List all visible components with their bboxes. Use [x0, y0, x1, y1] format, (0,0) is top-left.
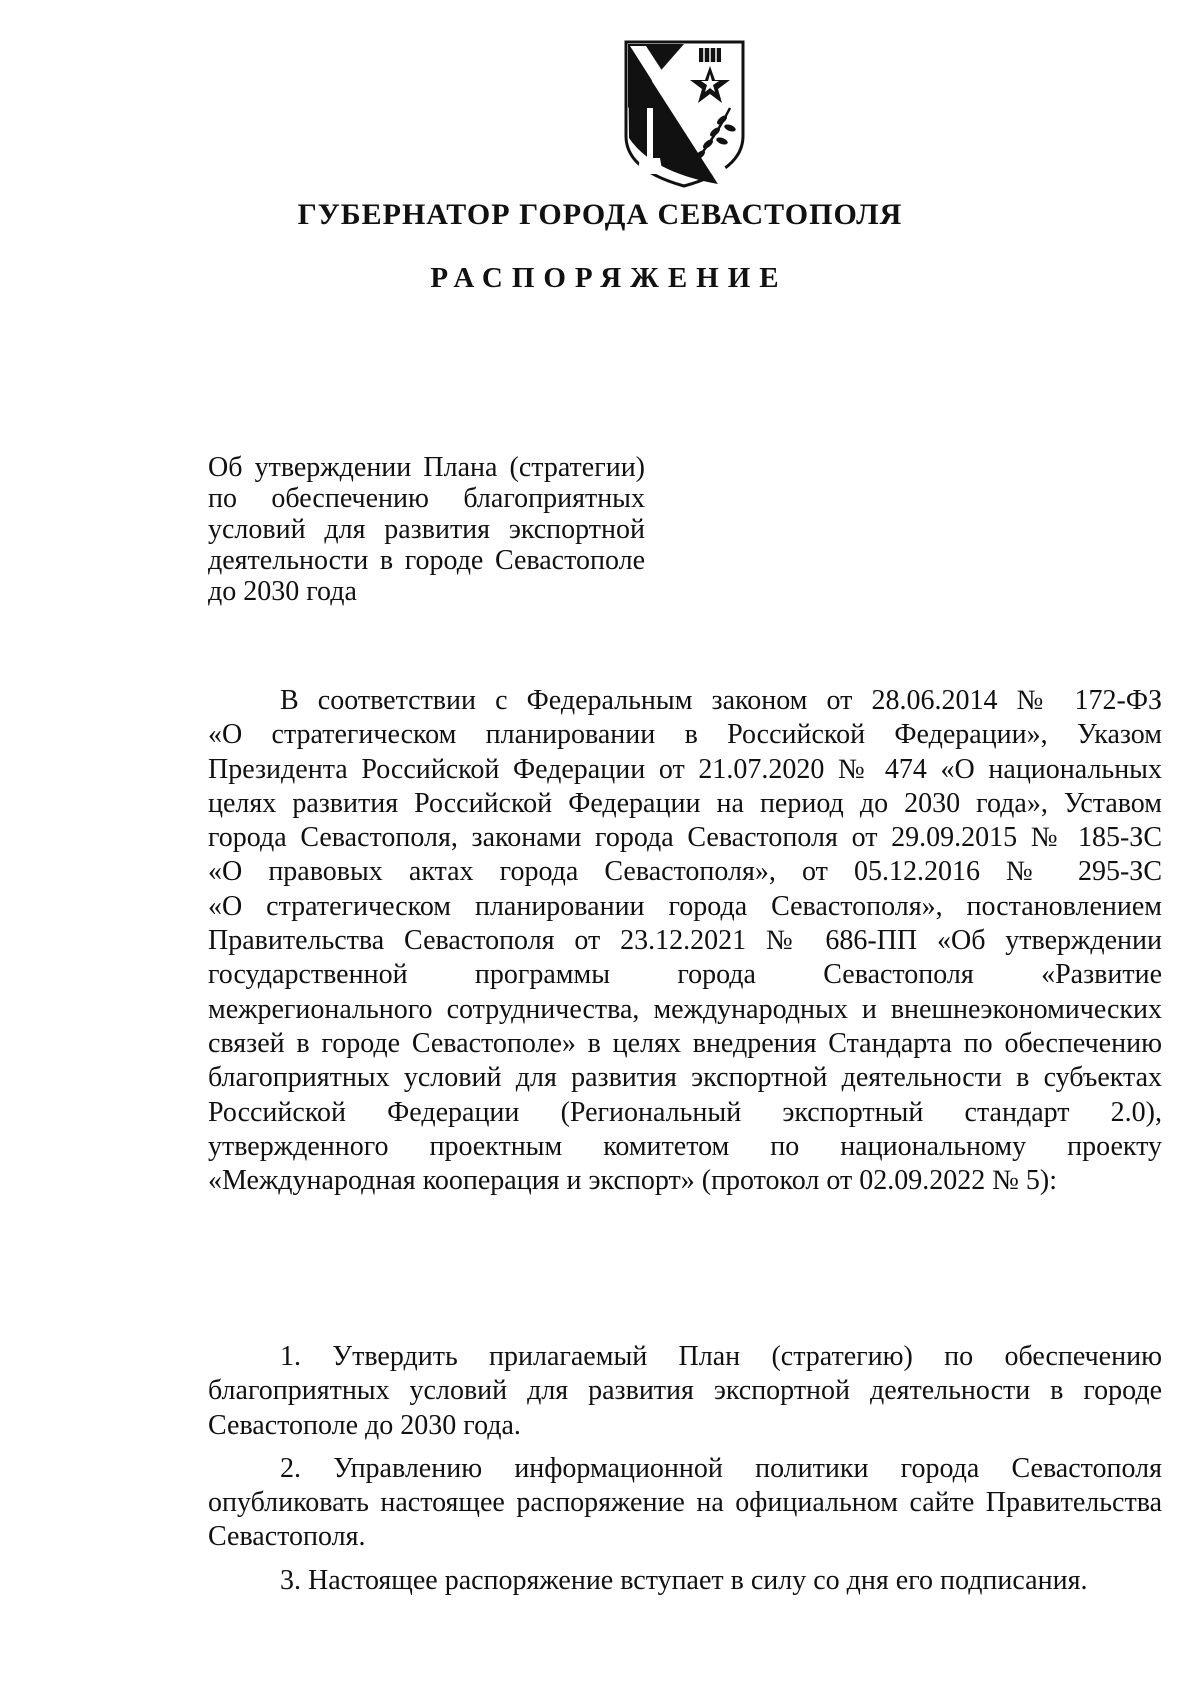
order-item-3 — [208, 1564, 1162, 1598]
preamble-line: Российской Федерации (Региональный экспортный стандарт 2.0), — [208, 1096, 1162, 1128]
order-items — [208, 1340, 1162, 1598]
preamble-line: Президента Российской Федерации от 21.07.2020 № 474 «О национальных — [208, 753, 1162, 785]
item-line: 2. Управлению информационной политики города Севастополя — [280, 1452, 1162, 1484]
subject-line: условий для развития экспортной — [208, 514, 645, 545]
preamble-line: межрегионального сотрудничества, международных и внешнеэкономических — [208, 993, 1162, 1025]
item-line: Севастополе до 2030 года. — [208, 1409, 521, 1441]
preamble-line: В соответствии с Федеральным законом от 28.06.2014 № 172-ФЗ — [280, 685, 1162, 716]
item-line: опубликовать настоящее распоряжение на официальном сайте Правительства — [208, 1487, 1162, 1519]
preamble-line: «О стратегическом планировании в Российской Федерации», Указом — [208, 719, 1162, 751]
issuing-authority: ГУБЕРНАТОР ГОРОДА СЕВАСТОПОЛЯ — [297, 198, 903, 231]
item-line: 3. Настоящее распоряжение вступает в силу со дня его подписания. — [280, 1564, 1088, 1596]
subject-line: деятельности в городе Севастополе — [208, 545, 645, 576]
preamble-line: благоприятных условий для развития экспортной деятельности в субъектах — [208, 1062, 1162, 1094]
preamble-line: «Международная кооперация и экспорт» (протокол от 02.09.2022 № 5): — [208, 1165, 1058, 1197]
preamble-line: «О правовых актах города Севастополя», от 05.12.2016 № 295-ЗС — [208, 856, 1162, 888]
preamble-paragraph — [208, 684, 1162, 1198]
sevastopol-coat-of-arms-icon — [622, 38, 747, 190]
preamble-line: утвержденного проектным комитетом по национальному проекту — [208, 1130, 1162, 1162]
subject-line: Об утверждении Плана (стратегии) — [208, 452, 645, 483]
preamble-line: «О стратегическом планировании города Севастополя», постановлением — [208, 890, 1162, 922]
subject-line: по обеспечению благоприятных — [208, 483, 645, 514]
preamble-line: целях развития Российской Федерации на период до 2030 года», Уставом — [208, 787, 1162, 819]
order-item-1 — [208, 1340, 1162, 1443]
order-item-2 — [208, 1452, 1162, 1555]
preamble-line: связей в городе Севастополе» в целях внедрения Стандарта по обеспечению — [208, 1027, 1162, 1059]
preamble-line: города Севастополя, законами города Севастополя от 29.09.2015 № 185-ЗС — [208, 822, 1162, 854]
item-line: Севастополя. — [208, 1521, 366, 1553]
preamble-line: Правительства Севастополя от 23.12.2021 № 686-ПП «Об утверждении — [208, 925, 1162, 957]
item-line: благоприятных условий для развития экспортной деятельности в городе — [208, 1375, 1162, 1407]
document-type: РАСПОРЯЖЕНИЕ — [430, 262, 788, 294]
item-line: 1. Утвердить прилагаемый План (стратегию) по обеспечению — [280, 1341, 1162, 1372]
subject-line: до 2030 года — [208, 576, 357, 607]
document-subject — [208, 452, 645, 607]
preamble-line: государственной программы города Севастополя «Развитие — [208, 959, 1162, 991]
